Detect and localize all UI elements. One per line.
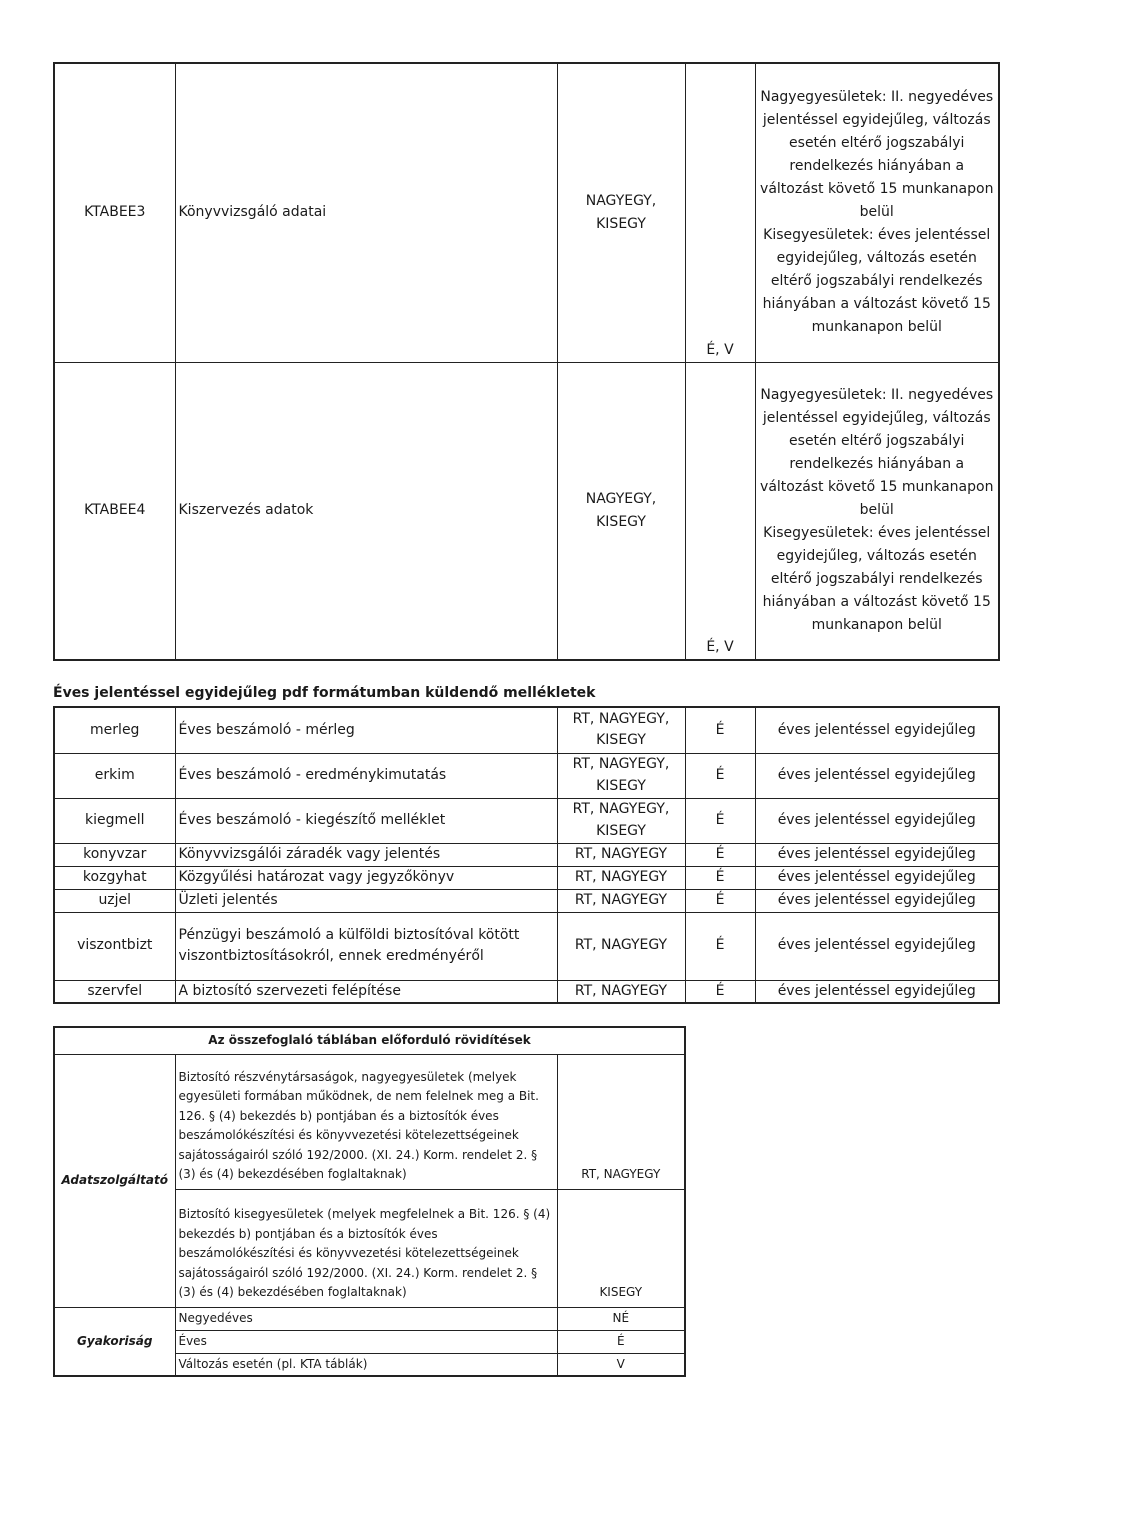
name-cell: Kiszervezés adatok — [175, 362, 557, 660]
table-row — [54, 707, 999, 753]
gyakorisag-label: Gyakoriság — [54, 1307, 175, 1376]
abbr-cell: V — [557, 1353, 685, 1376]
freq-cell: É — [685, 980, 755, 1003]
who-cell: RT, NAGYEGY, KISEGY — [557, 753, 685, 798]
code-cell: merleg — [54, 707, 175, 753]
desc-cell: Biztosító részvénytársaságok, nagyegyesületek (melyek egyesületi formában működnek, de nem felelnek meg a Bit. 126. § (4) bekezdés b) pontjában és a biztosítók éves beszámolókészítési és könyvvezetési kötelezettségeinek sajátosságairól szóló 192/2000. (XI. 24.) Korm. rendelet 2. § (3) és (4) bekezdésében foglaltaknak) — [175, 1054, 557, 1189]
code-cell: szervfel — [54, 980, 175, 1003]
freq-cell: É — [685, 753, 755, 798]
table-row — [54, 63, 999, 362]
who-cell: RT, NAGYEGY — [557, 843, 685, 866]
freq-cell: É — [685, 889, 755, 912]
deadline-cell: Nagyegyesületek: II. negyedéves jelentéssel egyidejűleg, változás esetén eltérő jogszabályi rendelkezés hiányában a változást követő 15 munkanapon belül Kisegyesületek: éves jelentéssel egyidejűleg, változás esetén eltérő jogszabályi rendelkezés hiányában a változást követő 15 munkanapon belül — [755, 63, 999, 362]
name-cell: A biztosító szervezeti felépítése — [175, 980, 557, 1003]
deadline-cell: éves jelentéssel egyidejűleg — [755, 843, 999, 866]
who-cell: RT, NAGYEGY — [557, 866, 685, 889]
table-row — [54, 889, 999, 912]
name-cell: Könyvvizsgáló adatai — [175, 63, 557, 362]
abbr-cell: KISEGY — [557, 1189, 685, 1307]
code-cell: uzjel — [54, 889, 175, 912]
name-cell: Könyvvizsgálói záradék vagy jelentés — [175, 843, 557, 866]
adatszolgaltato-label: Adatszolgáltató — [54, 1054, 175, 1307]
name-cell: Üzleti jelentés — [175, 889, 557, 912]
deadline-cell: Nagyegyesületek: II. negyedéves jelentéssel egyidejűleg, változás esetén eltérő jogszabályi rendelkezés hiányában a változást követő 15 munkanapon belül Kisegyesületek: éves jelentéssel egyidejűleg, változás esetén eltérő jogszabályi rendelkezés hiányában a változást követő 15 munkanapon belül — [755, 362, 999, 660]
table-row — [54, 1307, 685, 1330]
name-cell: Pénzügyi beszámoló a külföldi biztosítóval kötött viszontbiztosításokról, ennek eredményéről — [175, 912, 557, 980]
code-cell: erkim — [54, 753, 175, 798]
table-attachments — [53, 706, 1000, 1004]
who-cell: RT, NAGYEGY, KISEGY — [557, 707, 685, 753]
code-cell: kozgyhat — [54, 866, 175, 889]
code-cell: KTABEE4 — [54, 362, 175, 660]
section-title: Éves jelentéssel egyidejűleg pdf formátumban küldendő mellékletek — [53, 685, 596, 701]
table-row — [54, 1054, 685, 1189]
deadline-cell: éves jelentéssel egyidejűleg — [755, 980, 999, 1003]
deadline-cell: éves jelentéssel egyidejűleg — [755, 707, 999, 753]
freq-cell: É — [685, 843, 755, 866]
abbrev-table-header: Az összefoglaló táblában előforduló rövidítések — [54, 1027, 685, 1054]
freq-cell: É — [685, 866, 755, 889]
deadline-cell: éves jelentéssel egyidejűleg — [755, 912, 999, 980]
table-abbreviations — [53, 1026, 686, 1377]
deadline-cell: éves jelentéssel egyidejűleg — [755, 889, 999, 912]
code-cell: KTABEE3 — [54, 63, 175, 362]
desc-cell: Biztosító kisegyesületek (melyek megfelelnek a Bit. 126. § (4) bekezdés b) pontjában és a biztosítók éves beszámolókészítési és könyvvezetési kötelezettségeinek sajátosságairól szóló 192/2000. (XI. 24.) Korm. rendelet 2. § (3) és (4) bekezdésében foglaltaknak) — [175, 1189, 557, 1307]
who-cell: RT, NAGYEGY — [557, 912, 685, 980]
table-row — [54, 843, 999, 866]
code-cell: viszontbizt — [54, 912, 175, 980]
table-row — [54, 912, 999, 980]
who-cell: RT, NAGYEGY, KISEGY — [557, 798, 685, 843]
code-cell: konyvzar — [54, 843, 175, 866]
name-cell: Éves beszámoló - kiegészítő melléklet — [175, 798, 557, 843]
code-cell: kiegmell — [54, 798, 175, 843]
who-cell: NAGYEGY, KISEGY — [557, 362, 685, 660]
name-cell: Közgyűlési határozat vagy jegyzőkönyv — [175, 866, 557, 889]
table-row — [54, 980, 999, 1003]
table-row — [54, 866, 999, 889]
desc-cell: Negyedéves — [175, 1307, 557, 1330]
who-cell: RT, NAGYEGY — [557, 889, 685, 912]
deadline-cell: éves jelentéssel egyidejűleg — [755, 753, 999, 798]
table-ktabee — [53, 62, 1000, 661]
table-row — [54, 362, 999, 660]
who-cell: NAGYEGY, KISEGY — [557, 63, 685, 362]
deadline-cell: éves jelentéssel egyidejűleg — [755, 798, 999, 843]
freq-cell: É — [685, 707, 755, 753]
who-cell: RT, NAGYEGY — [557, 980, 685, 1003]
table-header-row — [54, 1027, 685, 1054]
name-cell: Éves beszámoló - eredménykimutatás — [175, 753, 557, 798]
name-cell: Éves beszámoló - mérleg — [175, 707, 557, 753]
freq-cell: É, V — [685, 362, 755, 660]
desc-cell: Éves — [175, 1330, 557, 1353]
abbr-cell: RT, NAGYEGY — [557, 1054, 685, 1189]
deadline-cell: éves jelentéssel egyidejűleg — [755, 866, 999, 889]
table-row — [54, 753, 999, 798]
abbr-cell: É — [557, 1330, 685, 1353]
table-row — [54, 798, 999, 843]
desc-cell: Változás esetén (pl. KTA táblák) — [175, 1353, 557, 1376]
freq-cell: É, V — [685, 63, 755, 362]
freq-cell: É — [685, 798, 755, 843]
abbr-cell: NÉ — [557, 1307, 685, 1330]
freq-cell: É — [685, 912, 755, 980]
